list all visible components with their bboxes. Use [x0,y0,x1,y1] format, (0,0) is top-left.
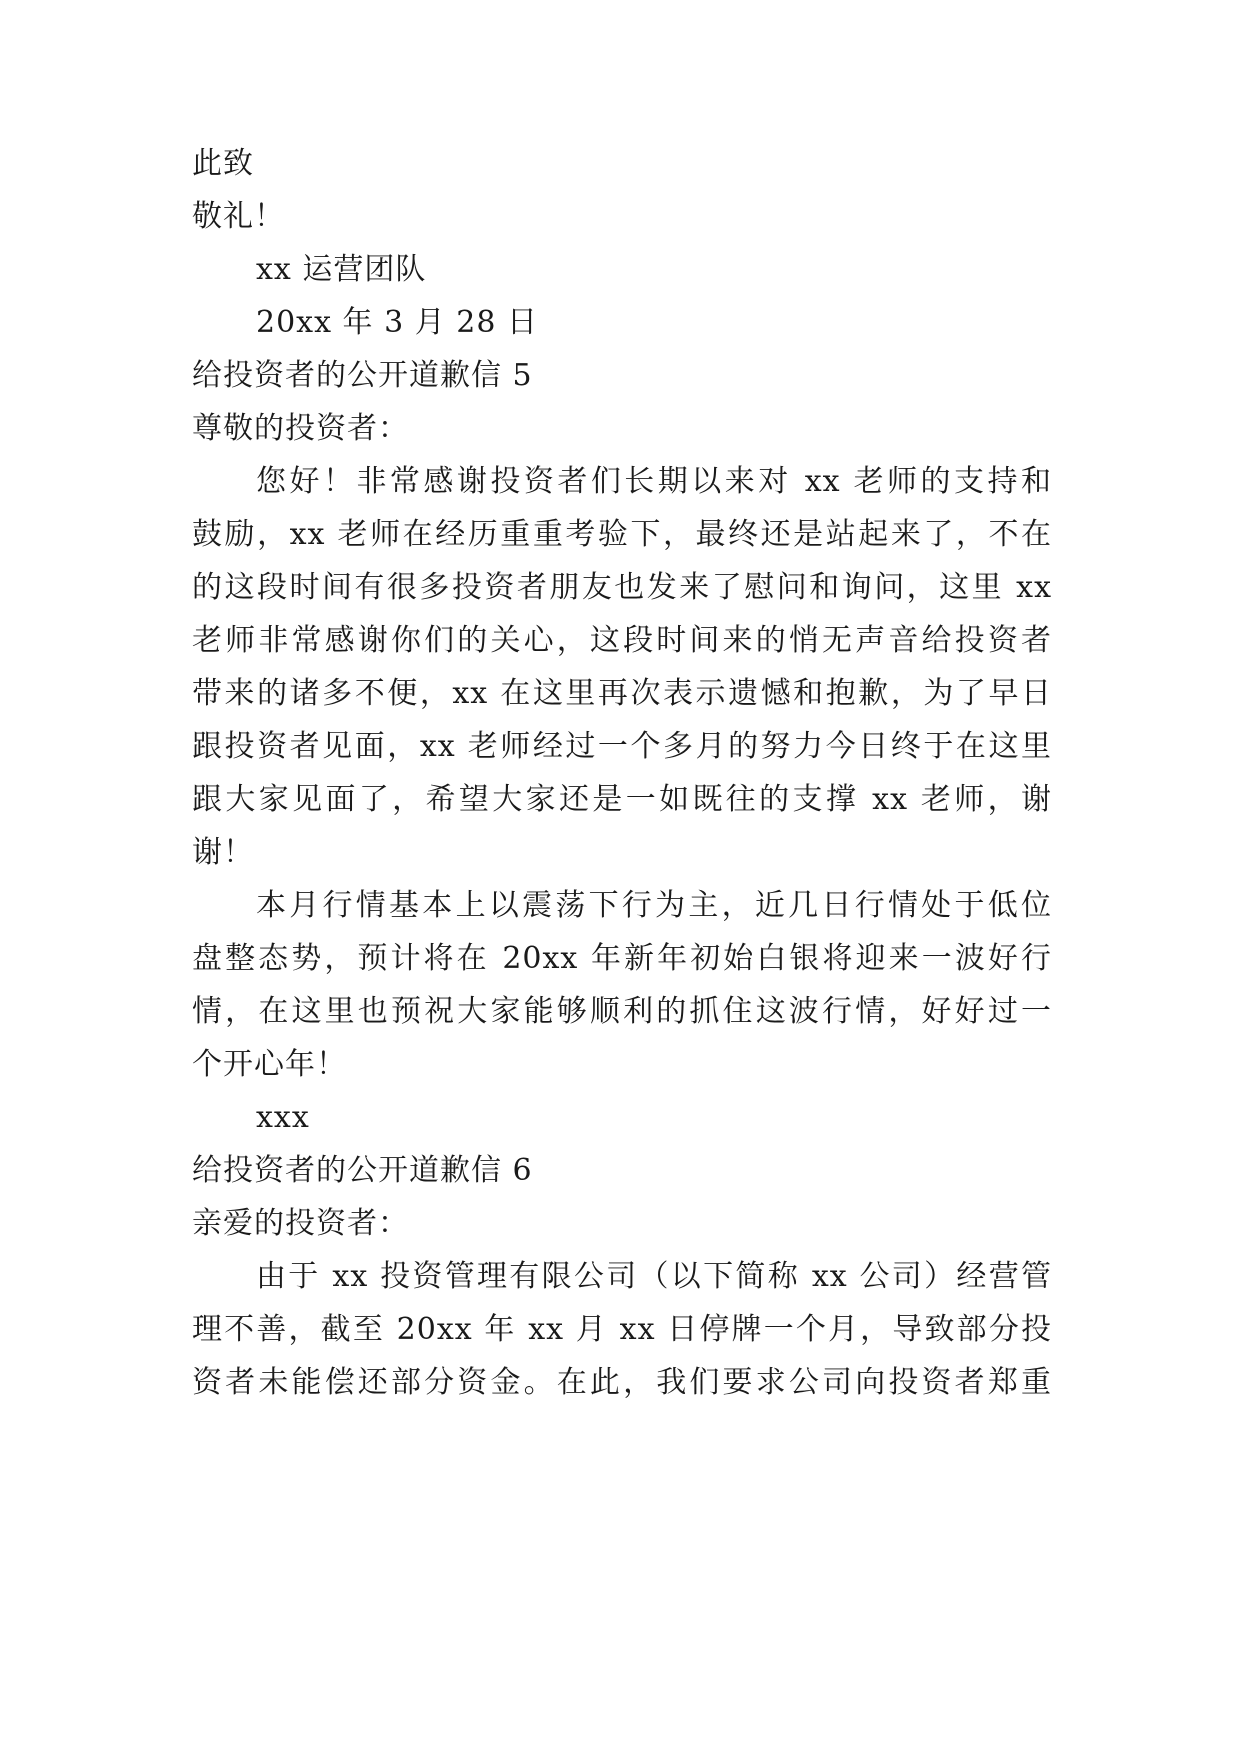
letter6-para1-line: 资者未能偿还部分资金。在此，我们要求公司向投资者郑重 [192,1365,1052,1400]
letter6-title: 给投资者的公开道歉信 6 [192,1153,533,1188]
letter6-para1-line: 由于 xx 投资管理有限公司（以下简称 xx 公司）经营管 [256,1259,1052,1294]
letter5-greeting: 尊敬的投资者： [192,411,409,446]
closing-date: 20xx 年 3 月 28 日 [256,305,538,340]
closing-signature: xx 运营团队 [256,252,427,287]
letter6-greeting: 亲爱的投资者： [192,1206,409,1241]
letter6-para1-line: 理不善，截至 20xx 年 xx 月 xx 日停牌一个月，导致部分投 [192,1312,1052,1347]
letter5-para2-line: 个开心年！ [192,1047,347,1082]
letter5-title: 给投资者的公开道歉信 5 [192,358,533,393]
letter5-para1-line: 的这段时间有很多投资者朋友也发来了慰问和询问，这里 xx [192,570,1052,605]
letter5-para1-line: 您好！非常感谢投资者们长期以来对 xx 老师的支持和 [256,464,1052,499]
letter5-para2-line: 情，在这里也预祝大家能够顺利的抓住这波行情，好好过一 [192,994,1052,1029]
letter5-para2-line: 盘整态势，预计将在 20xx 年新年初始白银将迎来一波好行 [192,941,1052,976]
closing-salutation: 此致 [192,146,254,181]
letter5-para1-line: 鼓励，xx 老师在经历重重考验下，最终还是站起来了，不在 [192,517,1052,552]
letter5-para1-line: 带来的诸多不便，xx 在这里再次表示遗憾和抱歉，为了早日 [192,676,1052,711]
letter5-para1-line: 跟大家见面了，希望大家还是一如既往的支撑 xx 老师，谢 [192,782,1052,817]
closing-regards: 敬礼！ [192,199,285,234]
letter5-para2-line: 本月行情基本上以震荡下行为主，近几日行情处于低位 [256,888,1052,923]
letter5-para1-line: 跟投资者见面，xx 老师经过一个多月的努力今日终于在这里 [192,729,1052,764]
letter5-signature: xxx [256,1100,310,1135]
letter5-para1-line: 老师非常感谢你们的关心，这段时间来的悄无声音给投资者 [192,623,1052,658]
letter5-para1-line: 谢！ [192,835,254,870]
